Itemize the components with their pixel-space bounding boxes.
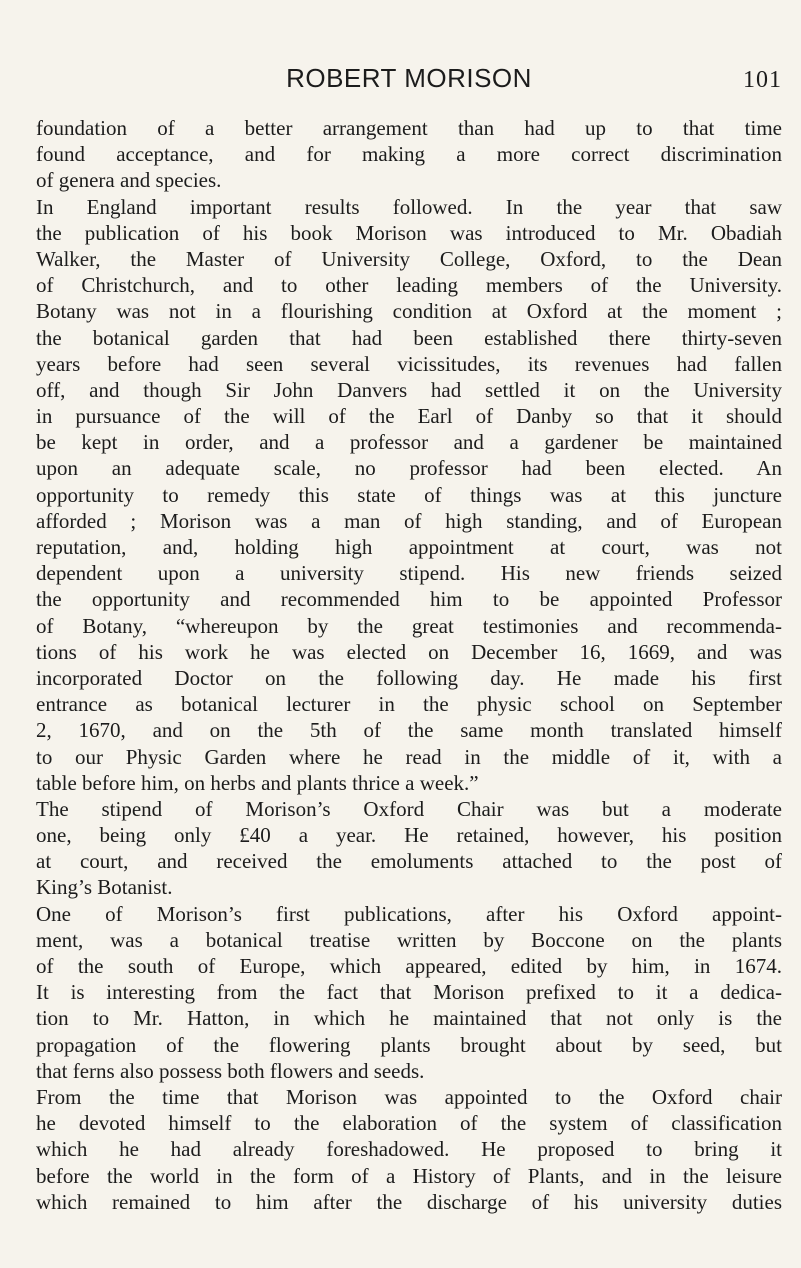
text-line: dependent upon a university stipend. His new friends seized [36, 561, 782, 586]
text-line: tions of his work he was elected on December 16, 1669, and was [36, 639, 782, 664]
text-line: off, and though Sir John Danvers had settled it on the University [36, 377, 782, 402]
text-line: years before had seen several vicissitudes, its revenues had fallen [36, 351, 782, 376]
text-line: Botany was not in a flourishing condition at Oxford at the moment ; [36, 299, 782, 324]
text-line: which remained to him after the discharge of his university duties [36, 1189, 782, 1214]
text-line: he devoted himself to the elaboration of the system of classification [36, 1111, 782, 1136]
text-line: of Botany, “whereupon by the great testimonies and recommenda- [36, 613, 782, 638]
text-line: afforded ; Morison was a man of high standing, and of European [36, 508, 782, 533]
text-line: at court, and received the emoluments attached to the post of [36, 849, 782, 874]
text-line: entrance as botanical lecturer in the physic school on September [36, 692, 782, 717]
text-line: 2, 1670, and on the 5th of the same month translated himself [36, 718, 782, 743]
text-line: the publication of his book Morison was introduced to Mr. Obadiah [36, 220, 782, 245]
text-line: Walker, the Master of University College, Oxford, to the Dean [36, 246, 782, 271]
text-line: in pursuance of the will of the Earl of Danby so that it should [36, 404, 782, 429]
text-line: In England important results followed. In the year that saw [36, 194, 782, 219]
text-line: of genera and species. [36, 168, 222, 193]
text-line: of the south of Europe, which appeared, edited by him, in 1674. [36, 954, 782, 978]
text-line: opportunity to remedy this state of things was at this juncture [36, 482, 782, 507]
text-line: King’s Botanist. [36, 875, 173, 900]
text-line: ment, was a botanical treatise written by Boccone on the plants [36, 927, 782, 952]
text-line: found acceptance, and for making a more correct discrimination [36, 142, 782, 167]
text-line: the opportunity and recommended him to be appointed Professor [36, 587, 782, 612]
text-line: of Christchurch, and to other leading members of the University. [36, 273, 782, 298]
text-line: one, being only £40 a year. He retained, however, his position [36, 823, 782, 848]
text-line: that ferns also possess both flowers and seeds. [36, 1058, 425, 1083]
text-line: before the world in the form of a History of Plants, and in the leisure [36, 1163, 782, 1188]
text-line: The stipend of Morison’s Oxford Chair was but a moderate [36, 796, 782, 821]
text-line: From the time that Morison was appointed to the Oxford chair [36, 1084, 782, 1109]
text-line: to our Physic Garden where he read in the middle of it, with a [36, 744, 782, 769]
running-title: ROBERT MORISON [286, 63, 532, 93]
text-line: One of Morison’s first publications, after his Oxford appoint- [36, 901, 782, 926]
text-line: upon an adequate scale, no professor had been elected. An [36, 456, 782, 481]
running-head [36, 60, 782, 100]
text-line: It is interesting from the fact that Morison prefixed to it a dedica- [36, 980, 782, 1005]
text-line: tion to Mr. Hatton, in which he maintained that not only is the [36, 1006, 782, 1031]
text-line: which he had already foreshadowed. He proposed to bring it [36, 1137, 782, 1162]
text-line: the botanical garden that had been established there thirty-seven [36, 325, 782, 350]
text-line: incorporated Doctor on the following day. He made his first [36, 665, 782, 690]
body-text [36, 115, 782, 1215]
text-line: table before him, on herbs and plants thrice a week.” [36, 770, 479, 795]
text-line: be kept in order, and a professor and a gardener be maintained [36, 430, 782, 455]
text-line: reputation, and, holding high appointment at court, was not [36, 535, 782, 559]
text-line: propagation of the flowering plants brought about by seed, but [36, 1032, 782, 1057]
page-number: 101 [743, 67, 782, 93]
text-line: foundation of a better arrangement than had up to that time [36, 116, 782, 140]
